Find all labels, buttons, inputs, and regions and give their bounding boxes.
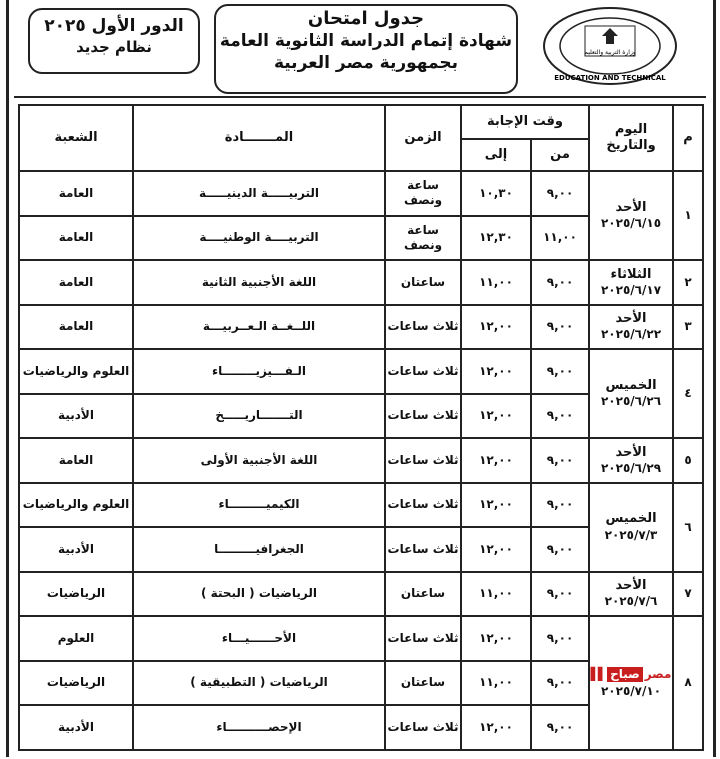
day-date-cell <box>589 572 673 617</box>
row-number: ٥ <box>673 438 703 483</box>
duration: ثلاث ساعات <box>385 305 461 350</box>
day-date-cell <box>589 616 673 750</box>
branch: العامة <box>19 438 133 483</box>
day-name: الأحد <box>615 199 647 215</box>
duration: ساعتان <box>385 661 461 706</box>
day-name: الأحد <box>615 444 647 460</box>
exam-round-label: الدور الأول ٢٠٢٥ <box>44 16 184 36</box>
row-number: ٨ <box>673 616 703 750</box>
page-title: جدول امتحان <box>307 8 425 29</box>
row-number: ٦ <box>673 483 703 572</box>
branch: الرياضيات <box>19 572 133 617</box>
time-from: ٩,٠٠ <box>531 572 589 617</box>
day-name: الثلاثاء <box>610 266 652 282</box>
subject: الرياضيات ( البحتة ) <box>133 572 385 617</box>
col-header-answer-time: وقت الإجابة <box>461 105 589 139</box>
duration: ثلاث ساعات <box>385 705 461 750</box>
day-date-cell <box>589 438 673 483</box>
time-to: ١٢,٠٠ <box>461 616 531 661</box>
system-label: نظام جديد <box>76 38 152 56</box>
col-header-num: م <box>673 105 703 171</box>
duration: ثلاث ساعات <box>385 527 461 572</box>
time-to: ١١,٠٠ <box>461 572 531 617</box>
day-date-cell <box>589 349 673 438</box>
col-header-to: إلى <box>461 139 531 171</box>
header-divider <box>14 96 706 98</box>
col-header-day-date: اليوم والتاريخ <box>589 105 673 171</box>
subject: اللغة الأجنبية الأولى <box>133 438 385 483</box>
time-from: ٩,٠٠ <box>531 527 589 572</box>
branch: العامة <box>19 260 133 305</box>
duration: ثلاث ساعات <box>385 349 461 394</box>
subject: اللــغــة الـعــربيـــة <box>133 305 385 350</box>
duration: ثلاث ساعات <box>385 483 461 528</box>
site-watermark <box>591 667 672 682</box>
duration: ساعة ونصف <box>385 216 461 261</box>
subject: الإحصــــــــــاء <box>133 705 385 750</box>
day-name: الأحد <box>615 578 647 594</box>
duration: ساعتان <box>385 260 461 305</box>
subject: الجغرافيـــــــــا <box>133 527 385 572</box>
time-to: ١١,٠٠ <box>461 661 531 706</box>
col-header-duration: الزمن <box>385 105 461 171</box>
time-from: ٩,٠٠ <box>531 394 589 439</box>
time-to: ١٢,٠٠ <box>461 483 531 528</box>
branch: العامة <box>19 216 133 261</box>
table-row <box>19 616 703 661</box>
time-to: ١٠,٣٠ <box>461 171 531 216</box>
time-from: ٩,٠٠ <box>531 483 589 528</box>
row-number: ٣ <box>673 305 703 350</box>
time-from: ٩,٠٠ <box>531 171 589 216</box>
ministry-seal-logo <box>540 4 680 88</box>
branch: الرياضيات <box>19 661 133 706</box>
subject: اللغة الأجنبية الثانية <box>133 260 385 305</box>
table-row <box>19 572 703 617</box>
branch: الأدبية <box>19 527 133 572</box>
time-to: ١٢,٠٠ <box>461 527 531 572</box>
exam-date: ٢٠٢٥/٦/١٧ <box>600 282 662 297</box>
subject: الرياضيات ( التطبيقية ) <box>133 661 385 706</box>
time-to: ١٢,٣٠ <box>461 216 531 261</box>
table-row <box>19 305 703 350</box>
col-header-from: من <box>531 139 589 171</box>
row-number: ٤ <box>673 349 703 438</box>
day-date-cell <box>589 171 673 260</box>
row-number: ٢ <box>673 260 703 305</box>
subject: التربيـــــة الدينيـــــة <box>133 171 385 216</box>
subject: التـــــــاريـــــخ <box>133 394 385 439</box>
day-name: الخميس <box>605 377 657 393</box>
time-to: ١٢,٠٠ <box>461 438 531 483</box>
branch: العامة <box>19 171 133 216</box>
exam-date: ٢٠٢٥/٦/٢٩ <box>600 460 662 475</box>
duration: ثلاث ساعات <box>385 438 461 483</box>
country-title: بجمهورية مصر العربية <box>273 53 459 73</box>
time-from: ١١,٠٠ <box>531 216 589 261</box>
exam-date: ٢٠٢٥/٦/٢٦ <box>600 394 662 409</box>
row-number: ٧ <box>673 572 703 617</box>
time-to: ١٢,٠٠ <box>461 705 531 750</box>
subject: الأحــــــيـــاء <box>133 616 385 661</box>
time-from: ٩,٠٠ <box>531 616 589 661</box>
exam-date: ٢٠٢٥/٧/٦ <box>604 594 658 609</box>
time-from: ٩,٠٠ <box>531 305 589 350</box>
row-number: ١ <box>673 171 703 260</box>
col-header-branch: الشعبة <box>19 105 133 171</box>
seal-ring-text: EDUCATION AND TECHNICAL <box>554 74 666 82</box>
exam-date: ٢٠٢٥/٦/١٥ <box>600 216 662 231</box>
time-from: ٩,٠٠ <box>531 260 589 305</box>
seal-ministry-text: وزارة التربية والتعليم <box>584 49 636 56</box>
time-from: ٩,٠٠ <box>531 349 589 394</box>
time-to: ١١,٠٠ <box>461 260 531 305</box>
time-to: ١٢,٠٠ <box>461 305 531 350</box>
branch: العامة <box>19 305 133 350</box>
watermark-bars-icon: ▌▌ <box>590 666 606 681</box>
exam-round-box <box>28 8 200 74</box>
exam-date: ٢٠٢٥/٦/٢٢ <box>600 327 662 342</box>
certificate-title: شهادة إتمام الدراسة الثانوية العامة <box>219 31 513 51</box>
col-header-subject: المـــــــادة <box>133 105 385 171</box>
day-date-cell <box>589 305 673 350</box>
branch: العلوم والرياضيات <box>19 349 133 394</box>
subject: الـفـــيزيــــــــاء <box>133 349 385 394</box>
branch: الأدبية <box>19 705 133 750</box>
watermark-word1: صباح <box>607 667 643 682</box>
duration: ثلاث ساعات <box>385 616 461 661</box>
time-from: ٩,٠٠ <box>531 438 589 483</box>
table-row <box>19 483 703 528</box>
branch: العلوم والرياضيات <box>19 483 133 528</box>
time-to: ١٢,٠٠ <box>461 349 531 394</box>
day-date-cell <box>589 483 673 572</box>
table-row <box>19 349 703 394</box>
duration: ثلاث ساعات <box>385 394 461 439</box>
exam-schedule-table <box>18 104 704 751</box>
day-name: الخميس <box>605 511 657 527</box>
watermark-word2: مصر <box>644 666 672 681</box>
exam-date: ٢٠٢٥/٧/١٠ <box>600 683 662 698</box>
table-row <box>19 171 703 216</box>
duration: ساعة ونصف <box>385 171 461 216</box>
branch: الأدبية <box>19 394 133 439</box>
day-date-cell <box>589 260 673 305</box>
table-row <box>19 438 703 483</box>
branch: العلوم <box>19 616 133 661</box>
subject: التربيــــة الوطنيــــة <box>133 216 385 261</box>
table-row <box>19 260 703 305</box>
exam-date: ٢٠٢٥/٧/٣ <box>604 527 658 542</box>
time-from: ٩,٠٠ <box>531 705 589 750</box>
time-to: ١٢,٠٠ <box>461 394 531 439</box>
time-from: ٩,٠٠ <box>531 661 589 706</box>
title-box <box>214 4 518 94</box>
duration: ساعتان <box>385 572 461 617</box>
day-name: الأحد <box>615 311 647 327</box>
subject: الكيميـــــــــاء <box>133 483 385 528</box>
